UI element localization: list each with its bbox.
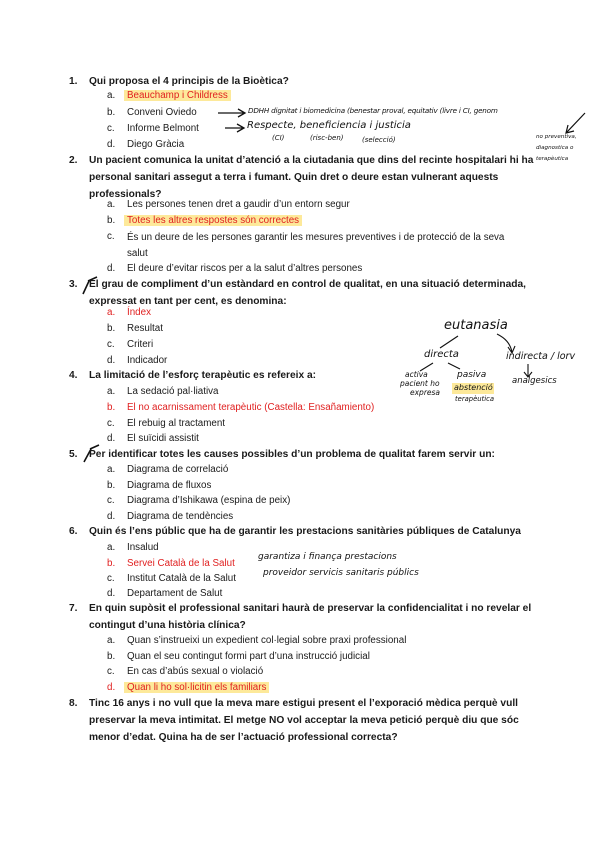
option-4b: b. El no acarnissament terapèutic (Castella: Ensañamiento)	[107, 402, 375, 413]
tree-branch-directa	[440, 336, 458, 348]
question-text: Un pacient comunica la unitat d’atenció a la ciutadania que dins del recinte hospitalari hi ha personal sanitari assegut a terra i fumant. Quin dret o deure estan vulnerant aquests professionals?	[89, 155, 534, 200]
option-5c: c. Diagrama d’Ishikawa (espina de peix)	[107, 495, 291, 506]
note-belmont: Respecte, beneficiencia i justicia	[247, 120, 411, 131]
option-2b: b. Totes les altres respostes són correctes	[127, 214, 302, 228]
option-4d: d. El suïcidi assistit	[107, 433, 199, 444]
option-3a: a. Índex	[107, 307, 151, 318]
option-7a: a. Quan s’instrueixi un expedient col·legial sobre praxi professional	[107, 635, 407, 646]
question-text: Quin és l’ens públic que ha de garantir les prestacions sanitàries públiques de Catalunya	[89, 526, 521, 537]
arrow-genoma	[566, 113, 585, 133]
note-directa: directa	[424, 349, 459, 360]
option-1d: d. Diego Gràcia	[107, 139, 185, 150]
question-text: En quin supòsit el professional sanitari haurà de preservar la confidencialitat i no revelar el contingut d’una història clínica?	[89, 603, 532, 631]
note-abstencio-1: abstenció	[454, 383, 493, 392]
question-3: 3. El grau de compliment d’un estàndard en control de qualitat, en una situació determinada, expressat en tant per cent, es denomina:	[69, 279, 527, 307]
option-7c: c. En cas d’abús sexual o violació	[107, 666, 264, 677]
note-institut: proveidor servicis sanitaris públics	[263, 568, 419, 578]
option-5a: a. Diagrama de correlació	[107, 464, 229, 475]
option-3b: b. Resultat	[107, 323, 163, 334]
option-2a: a. Les persones tenen dret a gaudir d’un entorn segur	[107, 199, 350, 210]
arrow-oviedo	[218, 109, 245, 117]
question-7: 7. En quin supòsit el professional sanitari haurà de preservar la confidencialitat i no revelar el contingut d’una història clínica?	[69, 603, 532, 631]
option-2d: d. El deure d’evitar riscos per a la salut d’altres persones	[107, 263, 363, 274]
note-analgesics: analgesics	[512, 376, 557, 386]
note-genoma-3: terapèutica	[536, 156, 569, 162]
note-indirecta: indirecta / lorv	[506, 351, 576, 362]
note-genoma-2: diagnostica o	[536, 145, 574, 151]
option-5d: d. Diagrama de tendències	[107, 511, 234, 522]
option-6a: a. Insalud	[107, 542, 159, 553]
option-1b: b. Conveni Oviedo	[107, 107, 197, 118]
option-1a: a. Beauchamp i Childress	[127, 89, 231, 103]
note-activa-2: pacient ho	[400, 379, 440, 388]
question-text: Tinc 16 anys i no vull que la meva mare estigui present el l’exporació mèdica perquè vull preservar la meva intimitat. El metge NO vol acceptar la meva petició perquè diu que sóc menor d’edat. Quina ha de ser l’actuació professional correcta?	[89, 698, 519, 743]
note-eutanasia: eutanasia	[444, 318, 508, 333]
note-activa-1: activa	[405, 370, 428, 379]
question-text: Per identificar totes les causes possibles d’un problema de qualitat farem servir un:	[89, 449, 495, 460]
question-text: Qui proposa el 4 principis de la Bioètica?	[89, 76, 289, 87]
question-5: 5. Per identificar totes les causes possibles d’un problema de qualitat farem servir un:	[69, 449, 495, 460]
option-3c: c. Criteri	[107, 339, 154, 350]
question-6: 6. Quin és l’ens públic que ha de garantir les prestacions sanitàries públiques de Catalunya	[69, 526, 521, 537]
arrow-belmont	[225, 124, 244, 132]
option-6d: d. Departament de Salut	[107, 588, 223, 599]
note-belmont-seleccio: (selecció)	[362, 136, 396, 144]
note-oviedo: DDHH dignitat i biomedicina (benestar proval, equitativ (livre i CI, genom	[248, 106, 498, 115]
option-4a: a. La sedació pal·liativa	[107, 386, 219, 397]
option-6c: c. Institut Català de la Salut	[107, 573, 236, 584]
note-belmont-risc: (risc-ben)	[310, 134, 344, 142]
note-genoma-1: no preventiva,	[536, 134, 577, 140]
question-2: 2. Un pacient comunica la unitat d’atenció a la ciutadania que dins del recinte hospitalari hi ha personal sanitari assegut a terra i fumant. Quin dret o deure estan vulnerant aquests professionals?	[69, 155, 534, 200]
option-6b: b. Servei Català de la Salut	[107, 558, 235, 569]
option-2c: c. És un deure de les persones garantir les mesures preventives i de protecció de la seva salut	[107, 231, 505, 259]
note-activa-3: expresa	[410, 388, 441, 397]
question-text: La limitació de l’esforç terapèutic es refereix a:	[89, 370, 317, 381]
note-pasiva: pasiva	[457, 370, 487, 380]
option-5b: b. Diagrama de fluxos	[107, 480, 212, 491]
question-4: 4. La limitació de l’esforç terapèutic es refereix a:	[69, 370, 317, 381]
option-3d: d. Indicador	[107, 355, 168, 366]
note-abstencio-2: terapèutica	[455, 395, 495, 403]
question-8: 8. Tinc 16 anys i no vull que la meva mare estigui present el l’exporació mèdica perquè vull preservar la meva intimitat. El metge NO vol acceptar la meva petició perquè diu que sóc menor d’edat. Quina ha de ser l’actuació professional correcta?	[69, 698, 519, 743]
question-1: 1. Qui proposa el 4 principis de la Bioètica?	[69, 76, 289, 87]
option-1c: c. Informe Belmont	[107, 123, 199, 134]
note-servei: garantiza i finança prestacions	[258, 552, 397, 562]
question-text: El grau de compliment d’un estàndard en control de qualitat, en una situació determinada, expressat en tant per cent, es denomina:	[89, 279, 527, 307]
option-7d: d. Quan li ho sol·licitin els familiars	[127, 681, 269, 695]
option-4c: c. El rebuig al tractament	[107, 418, 226, 429]
note-belmont-ci: (CI)	[272, 134, 285, 142]
option-7b: b. Quan el seu contingut formi part d’una instrucció judicial	[107, 651, 370, 662]
